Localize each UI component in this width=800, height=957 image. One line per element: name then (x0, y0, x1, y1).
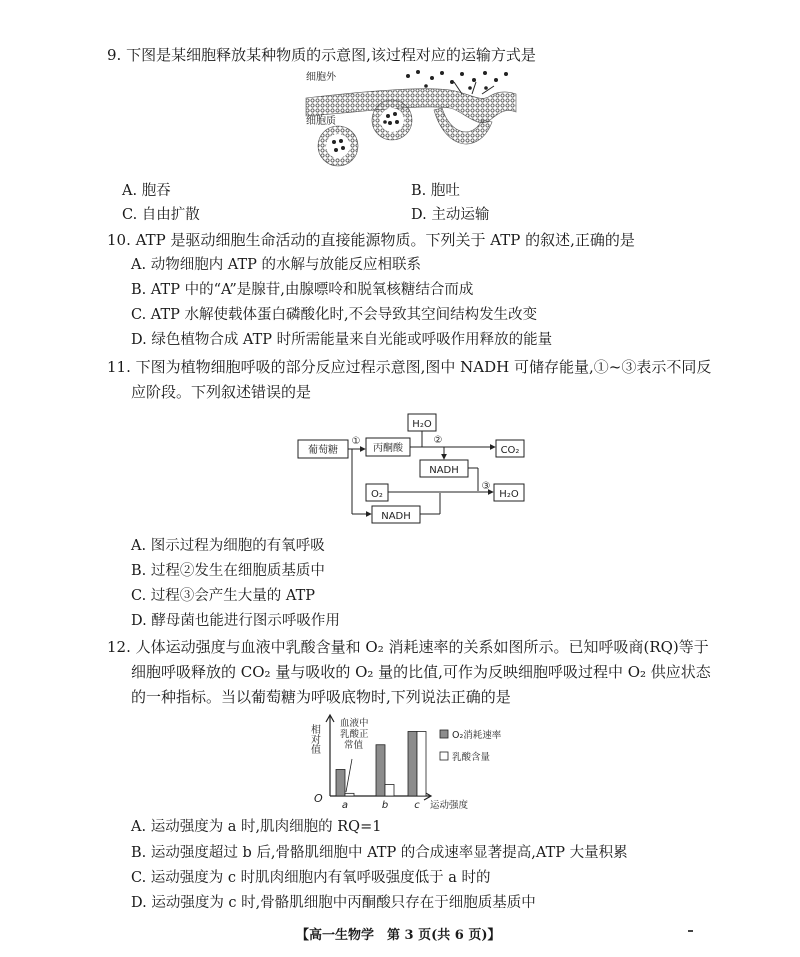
exocytosis-figure (300, 68, 520, 174)
legend-label-1: 乳酸含量 (452, 752, 491, 763)
x-tick-c: c (414, 800, 420, 811)
q10-option-b: B. ATP 中的“A”是腺苷,由腺嘌呤和脱氧核糖结合而成 (131, 282, 474, 298)
label-outside: 细胞外 (306, 72, 336, 83)
legend-label-0: O₂消耗速率 (452, 730, 502, 741)
q12-option-b: B. 运动强度超过 b 后,骨骼肌细胞中 ATP 的合成速率显著提高,ATP 大量积累 (131, 845, 628, 861)
normal-lactate-annotation: 血液中乳酸正常值 (340, 718, 369, 751)
bar-c-lactate (417, 731, 426, 796)
corner-mark (688, 930, 693, 932)
step-3: ③ (481, 481, 491, 492)
q9-option-d: D. 主动运输 (411, 207, 490, 223)
node-glucose: 葡萄糖 (308, 445, 338, 456)
origin-label: O (314, 792, 323, 805)
q12-stem-line1: 12. 人体运动强度与血液中乳酸含量和 O₂ 消耗速率的关系如图所示。已知呼吸商(RQ)等于 (107, 638, 709, 656)
q10-option-a: A. 动物细胞内 ATP 的水解与放能反应相联系 (131, 257, 422, 273)
bar-a-lactate (345, 793, 354, 796)
node-pyruvate: 丙酮酸 (373, 443, 403, 454)
label-cytoplasm: 细胞质 (306, 116, 336, 127)
legend-swatch-1 (440, 752, 448, 760)
bar-b-o2 (376, 745, 385, 796)
q11-option-c: C. 过程③会产生大量的 ATP (131, 588, 316, 604)
x-tick-b: b (381, 800, 389, 811)
x-tick-a: a (341, 800, 349, 811)
bar-c-o2 (408, 731, 417, 796)
bar-b-lactate (385, 785, 394, 796)
q12-option-a: A. 运动强度为 a 时,肌肉细胞的 RQ=1 (131, 819, 382, 835)
q10-option-d: D. 绿色植物合成 ATP 时所需能量来自光能或呼吸作用释放的能量 (131, 332, 553, 348)
q11-option-a: A. 图示过程为细胞的有氧呼吸 (131, 538, 325, 554)
q9-option-c: C. 自由扩散 (122, 207, 200, 223)
node-o2: O₂ (371, 489, 383, 500)
q10-stem: 10. ATP 是驱动细胞生命活动的直接能源物质。下列关于 ATP 的叙述,正确的是 (107, 231, 635, 249)
node-h2o-out: H₂O (499, 489, 519, 500)
step-2: ② (433, 435, 443, 446)
respiration-diagram (290, 412, 530, 528)
lactate-o2-chart (300, 712, 540, 814)
q12-option-c: C. 运动强度为 c 时肌肉细胞内有氧呼吸强度低于 a 时的 (131, 870, 491, 886)
y-axis-label: 相对值 (308, 724, 320, 754)
q9-option-b: B. 胞吐 (411, 183, 460, 199)
legend-swatch-0 (440, 730, 448, 738)
page-footer: 【高一生物学 第 3 页(共 6 页)】 (296, 928, 501, 943)
node-h2o-in: H₂O (412, 419, 432, 430)
q12-option-d: D. 运动强度为 c 时,骨骼肌细胞中丙酮酸只存在于细胞质基质中 (131, 895, 536, 911)
node-nadh1: NADH (429, 465, 459, 476)
q9-option-a: A. 胞吞 (122, 183, 171, 199)
x-axis-label: 运动强度 (430, 800, 469, 811)
q10-option-c: C. ATP 水解使载体蛋白磷酸化时,不会导致其空间结构发生改变 (131, 307, 538, 323)
node-nadh2: NADH (381, 511, 411, 522)
q11-stem-line2: 应阶段。下列叙述错误的是 (131, 383, 312, 401)
node-co2: CO₂ (500, 445, 520, 456)
bar-a-o2 (336, 769, 345, 796)
q11-stem-line1: 11. 下图为植物细胞呼吸的部分反应过程示意图,图中 NADH 可储存能量,①~③表示不同反 (107, 358, 712, 376)
q9-stem: 9. 下图是某细胞释放某种物质的示意图,该过程对应的运输方式是 (107, 46, 536, 64)
q12-stem-line3: 的一种指标。当以葡萄糖为呼吸底物时,下列说法正确的是 (131, 688, 511, 706)
q11-option-b: B. 过程②发生在细胞质基质中 (131, 563, 325, 579)
step-1: ① (351, 436, 361, 447)
q12-stem-line2: 细胞呼吸释放的 CO₂ 量与吸收的 O₂ 量的比值,可作为反映细胞呼吸过程中 O₂ 供应状态 (131, 663, 711, 681)
q11-option-d: D. 酵母菌也能进行图示呼吸作用 (131, 613, 340, 629)
